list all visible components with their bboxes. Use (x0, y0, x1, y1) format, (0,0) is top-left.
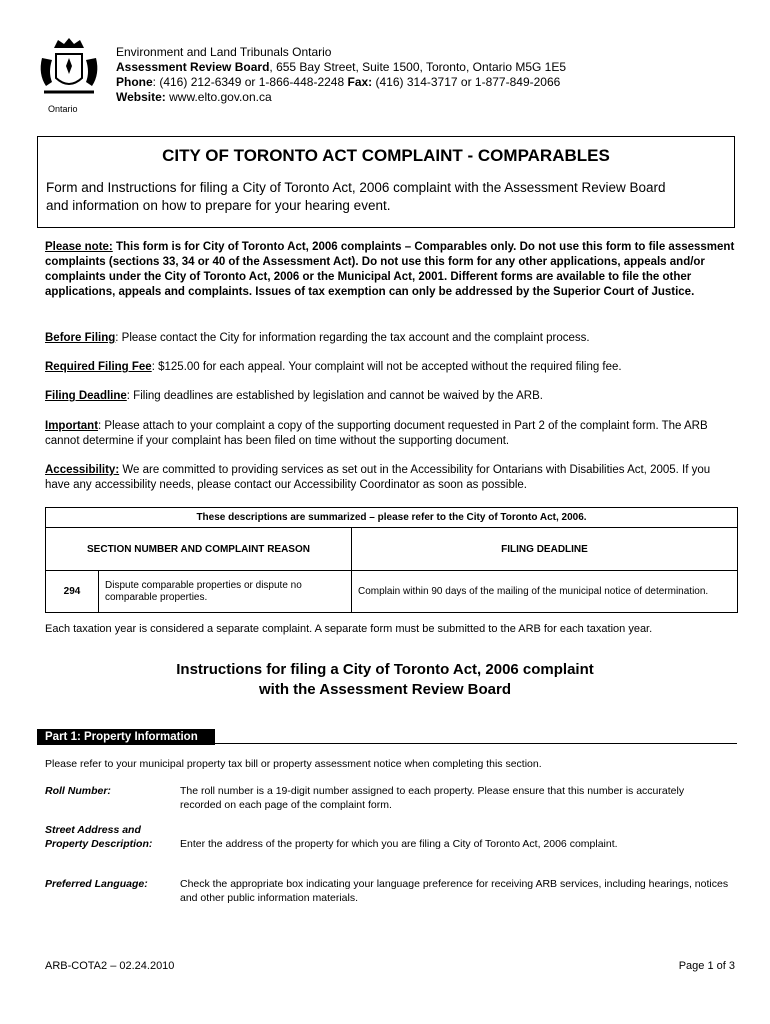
instructions-heading-line1: Instructions for filing a City of Toronto Act, 2006 complaint (176, 661, 594, 678)
website-label: Website: (116, 90, 166, 104)
part1-intro: Please refer to your municipal property tax bill or property assessment notice when completing this section. (45, 758, 542, 770)
important-text: : Please attach to your complaint a copy of the supporting document requested in Part 2 of the complaint form. The ARB cannot determine if your complaint has been filed on time without the supporting document. (45, 420, 708, 447)
please-note-paragraph (45, 240, 735, 300)
page-subtitle: Form and Instructions for filing a City of Toronto Act, 2006 complaint with the Assessment Review Board and information on how to prepare for your hearing event. (46, 180, 666, 213)
logo-caption: Ontario (48, 104, 78, 114)
board-address: , 655 Bay Street, Suite 1500, Toronto, Ontario M5G 1E5 (269, 60, 567, 74)
title-box (37, 136, 735, 228)
accessibility-label: Accessibility: (45, 464, 120, 476)
org-name: Environment and Land Tribunals Ontario (116, 45, 332, 59)
board-name: Assessment Review Board (116, 60, 270, 74)
complaint-reason: Dispute comparable properties or dispute no comparable properties. (99, 571, 352, 613)
instructions-heading-line2: with the Assessment Review Board (258, 681, 512, 698)
ontario-coat-of-arms-logo (34, 34, 104, 116)
roll-number-definition: The roll number is a 19-digit number assigned to each property. Please ensure that this number is accurately recorded on each page of the complaint form. (180, 785, 685, 811)
phone-label: Phone (116, 75, 153, 89)
accessibility-text: We are committed to providing services as set out in the Accessibility for Ontarians with Disabilities Act, 2005. If you have any accessibility needs, please contact our Accessibility Coordinator as soon as possible. (45, 464, 711, 491)
before-filing-paragraph (45, 331, 735, 346)
fax-value: (416) 314-3717 or 1-877-849-2066 (372, 75, 561, 89)
filing-fee-label: Required Filing Fee (45, 361, 152, 373)
street-address-definition: Enter the address of the property for which you are filing a City of Toronto Act, 2006 complaint. (180, 838, 618, 850)
filing-deadline-text: : Filing deadlines are established by legislation and cannot be waived by the ARB. (126, 390, 543, 402)
part1-label: Part 1: Property Information (37, 729, 215, 745)
accessibility-paragraph (45, 463, 735, 493)
part1-header-bar (37, 727, 737, 744)
column-header-deadline: FILING DEADLINE (352, 528, 738, 571)
filing-deadline-label: Filing Deadline (45, 390, 127, 402)
before-filing-text: : Please contact the City for information regarding the tax account and the complaint process. (115, 332, 590, 344)
filing-deadline: Complain within 90 days of the mailing of the municipal notice of determination. (352, 571, 738, 613)
preferred-language-term: Preferred Language: (45, 878, 148, 890)
fax-label: Fax: (347, 75, 373, 89)
section-number: 294 (46, 571, 99, 613)
please-note-label: Please note: (45, 241, 113, 253)
table-caption: These descriptions are summarized – please refer to the City of Toronto Act, 2006. (46, 508, 738, 528)
filing-deadline-paragraph (45, 389, 735, 404)
phone-value: : (416) 212-6349 or 1-866-448-2248 (152, 75, 348, 89)
website-link[interactable]: www.elto.gov.on.ca (165, 90, 272, 104)
street-address-term: Street Address and Property Description: (45, 824, 153, 850)
important-paragraph (45, 419, 735, 449)
filing-fee-text: : $125.00 for each appeal. Your complaint will not be accepted without the required filing fee. (151, 361, 622, 373)
filing-fee-paragraph (45, 360, 735, 375)
please-note-text: This form is for City of Toronto Act, 2006 complaints – Comparables only. Do not use this form to file assessment complaints (sections 33, 34 or 40 of the Assessment Act). Do not use this form for any other applications, appeals and/or complaints under the City of Toronto Act, 2006 or the Municipal Act, 2001. Different forms are available to file the other applications, appeals and complaints. Issues of tax exemption can only be addressed by the Superior Court of Justice. (45, 241, 735, 298)
roll-number-term: Roll Number: (45, 785, 111, 797)
important-label: Important (45, 420, 99, 432)
header (116, 45, 566, 105)
page-title: CITY OF TORONTO ACT COMPLAINT - COMPARABLES (162, 146, 610, 165)
page-number: Page 1 of 3 (678, 960, 735, 972)
column-header-section: SECTION NUMBER AND COMPLAINT REASON (46, 528, 352, 571)
form-code: ARB-COTA2 – 02.24.2010 (45, 960, 175, 972)
table-row (46, 571, 738, 613)
summary-table (45, 507, 738, 613)
before-filing-label: Before Filing (45, 332, 116, 344)
preferred-language-definition: Check the appropriate box indicating your language preference for receiving ARB services, including hearings, notices and other public information materials. (180, 878, 729, 904)
taxation-year-note: Each taxation year is considered a separate complaint. A separate form must be submitted to the ARB for each taxation year. (45, 623, 653, 635)
